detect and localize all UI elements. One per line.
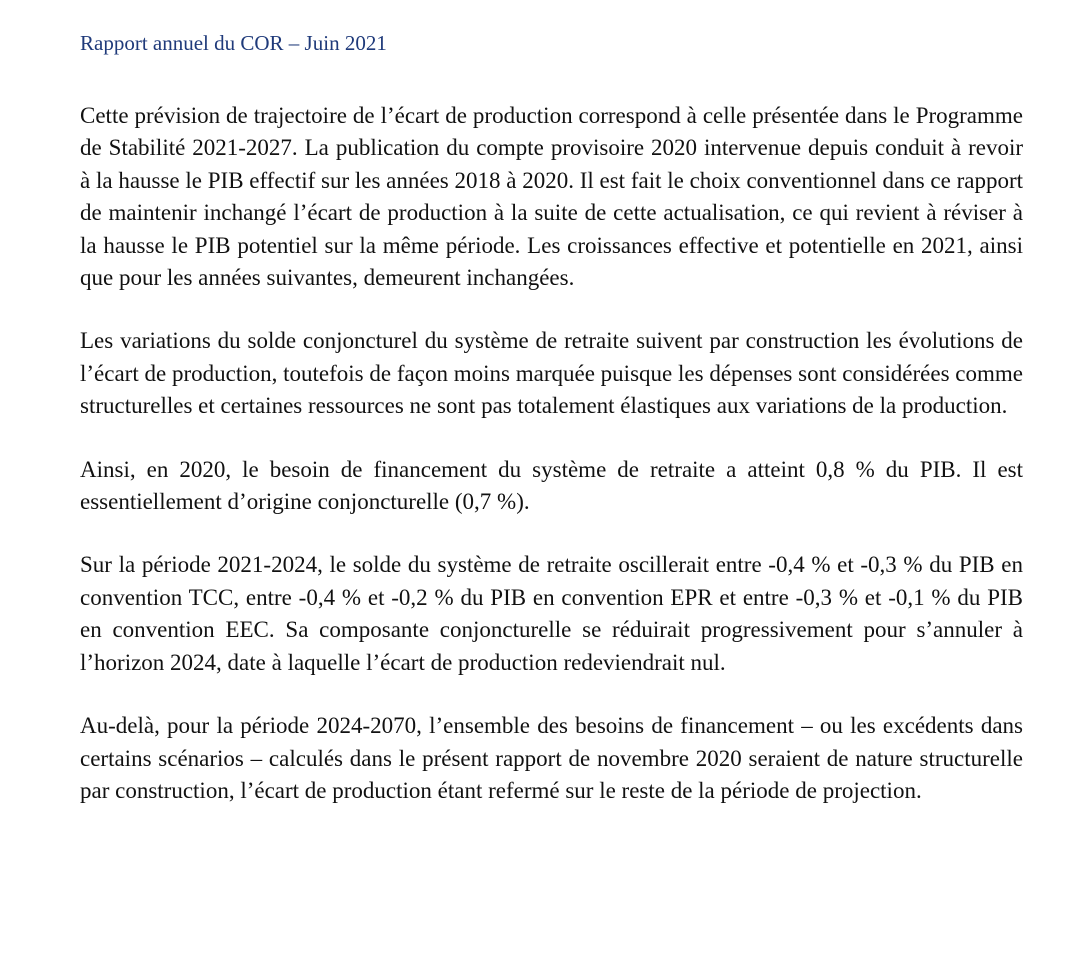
paragraph-2024-2070-outlook: Au-delà, pour la période 2024-2070, l’ensemble des besoins de financement – ou les excédents dans certains scénarios – calculés dans le présent rapport de novembre 2020 seraient de nature structurelle par construction, l’écart de production étant refermé sur le reste de la période de projection. (80, 713, 1023, 803)
body-text (80, 100, 1023, 838)
paragraph-2021-2024-balance: Sur la période 2021-2024, le solde du système de retraite oscillerait entre -0,4 % et -0,3 % du PIB en convention TCC, entre -0,4 % et -0,2 % du PIB en convention EPR et entre -0,3 % et -0,1 % du PIB en convention EEC. Sa composante conjoncturelle se réduirait progressivement pour s’annuler à l’horizon 2024, date à laquelle l’écart de production redeviendrait nul. (80, 552, 1023, 675)
paragraph-2020-deficit: Ainsi, en 2020, le besoin de financement du système de retraite a atteint 0,8 % du PIB. Il est essentiellement d’origine conjoncturelle (0,7 %). (80, 456, 1023, 515)
paragraph-output-gap-forecast: Cette prévision de trajectoire de l’écart de production correspond à celle présentée dans le Programme de Stabilité 2021-2027. La publication du compte provisoire 2020 intervenue depuis conduit à revoir à la hausse le PIB effectif sur les années 2018 à 2020. Il est fait le choix conventionnel dans ce rapport de maintenir inchangé l’écart de production à la suite de cette actualisation, ce qui revient à réviser à la hausse le PIB potentiel sur la même période. Les croissances effective et potentielle en 2021, ainsi que pour les années suivantes, demeurent inchangées. (80, 103, 1023, 291)
paragraph-cyclical-balance: Les variations du solde conjoncturel du système de retraite suivent par construction les évolutions de l’écart de production, toutefois de façon moins marquée puisque les dépenses sont considérées comme structurelles et certaines ressources ne sont pas totalement élastiques aux variations de la production. (80, 328, 1023, 419)
running-header: Rapport annuel du COR – Juin 2021 (80, 31, 387, 55)
